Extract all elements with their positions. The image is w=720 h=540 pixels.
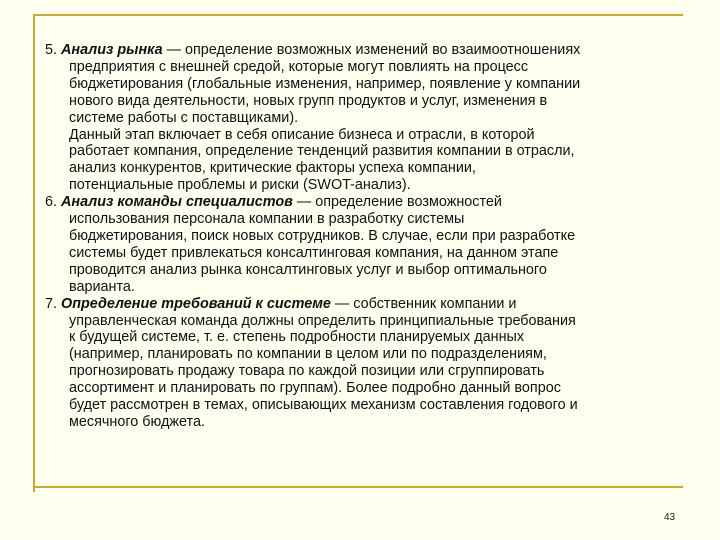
- item-text-line: — определение возможных изменений во взаимоотношениях: [162, 42, 581, 58]
- item-text-line: нового вида деятельности, новых групп продуктов и услуг, изменения в: [69, 92, 548, 109]
- item-text-line: системы будет привлекаться консалтинговая компания, на данном этапе: [69, 244, 559, 261]
- list-item-6: [45, 194, 697, 295]
- item-first-line: [45, 194, 697, 211]
- item-text-line: потенциальные проблемы и риски (SWOT-анализ).: [69, 177, 411, 194]
- item-text-line: проводится анализ рынка консалтинговых услуг и выбор оптимального: [69, 261, 547, 278]
- item-text-line: варианта.: [69, 278, 135, 295]
- item-text-line: бюджетирования (глобальные изменения, например, появление у компании: [69, 75, 581, 92]
- item-text-line: ассортимент и планировать по группам). Более подробно данный вопрос: [69, 380, 561, 397]
- item-text-line: работает компания, определение тенденций развития компании в отрасли,: [69, 143, 575, 160]
- item-text-line: прогнозировать продажу товара по каждой позиции или сгруппировать: [69, 363, 545, 380]
- item-text-line: анализ конкурентов, критические факторы успеха компании,: [69, 160, 476, 177]
- item-text-line: Данный этап включает в себя описание бизнеса и отрасли, в которой: [69, 126, 535, 143]
- item-text-line: к будущей системе, т. е. степень подробности планируемых данных: [69, 329, 525, 346]
- item-text-line: — определение возможностей: [292, 194, 502, 211]
- list-item-5: [45, 42, 697, 194]
- item-term: Определение требований к системе: [61, 295, 331, 312]
- bottom-border-rule: [33, 486, 683, 488]
- item-text-line: — собственник компании и: [330, 295, 517, 312]
- slide-body: [45, 42, 697, 431]
- item-text-line: управленческая команда должны определить принципиальные требования: [69, 312, 576, 329]
- item-number: 6.: [45, 194, 58, 211]
- item-text-line: бюджетирования, поиск новых сотрудников. В случае, если при разработке: [69, 227, 576, 244]
- item-first-line: [45, 42, 697, 59]
- item-text-line: системе работы с поставщиками).: [69, 109, 299, 126]
- item-text-line: будет рассмотрен в темах, описывающих механизм составления годового и: [69, 397, 578, 414]
- left-border-rule: [33, 14, 35, 492]
- item-number: 7.: [45, 295, 58, 312]
- item-first-line: [45, 296, 697, 313]
- item-text-line: использования персонала компании в разработку системы: [69, 211, 465, 228]
- item-number: 5.: [45, 42, 58, 58]
- item-text-line: месячного бюджета.: [69, 413, 205, 430]
- list-item-7: [45, 296, 697, 431]
- item-text-line: предприятия с внешней средой, которые могут повлиять на процесс: [69, 58, 529, 75]
- top-border-rule: [33, 14, 683, 16]
- page-number: 43: [664, 512, 676, 523]
- item-term: Анализ рынка: [61, 42, 163, 58]
- item-term: Анализ команды специалистов: [61, 194, 293, 211]
- item-text-line: (например, планировать по компании в целом или по подразделениям,: [69, 346, 547, 363]
